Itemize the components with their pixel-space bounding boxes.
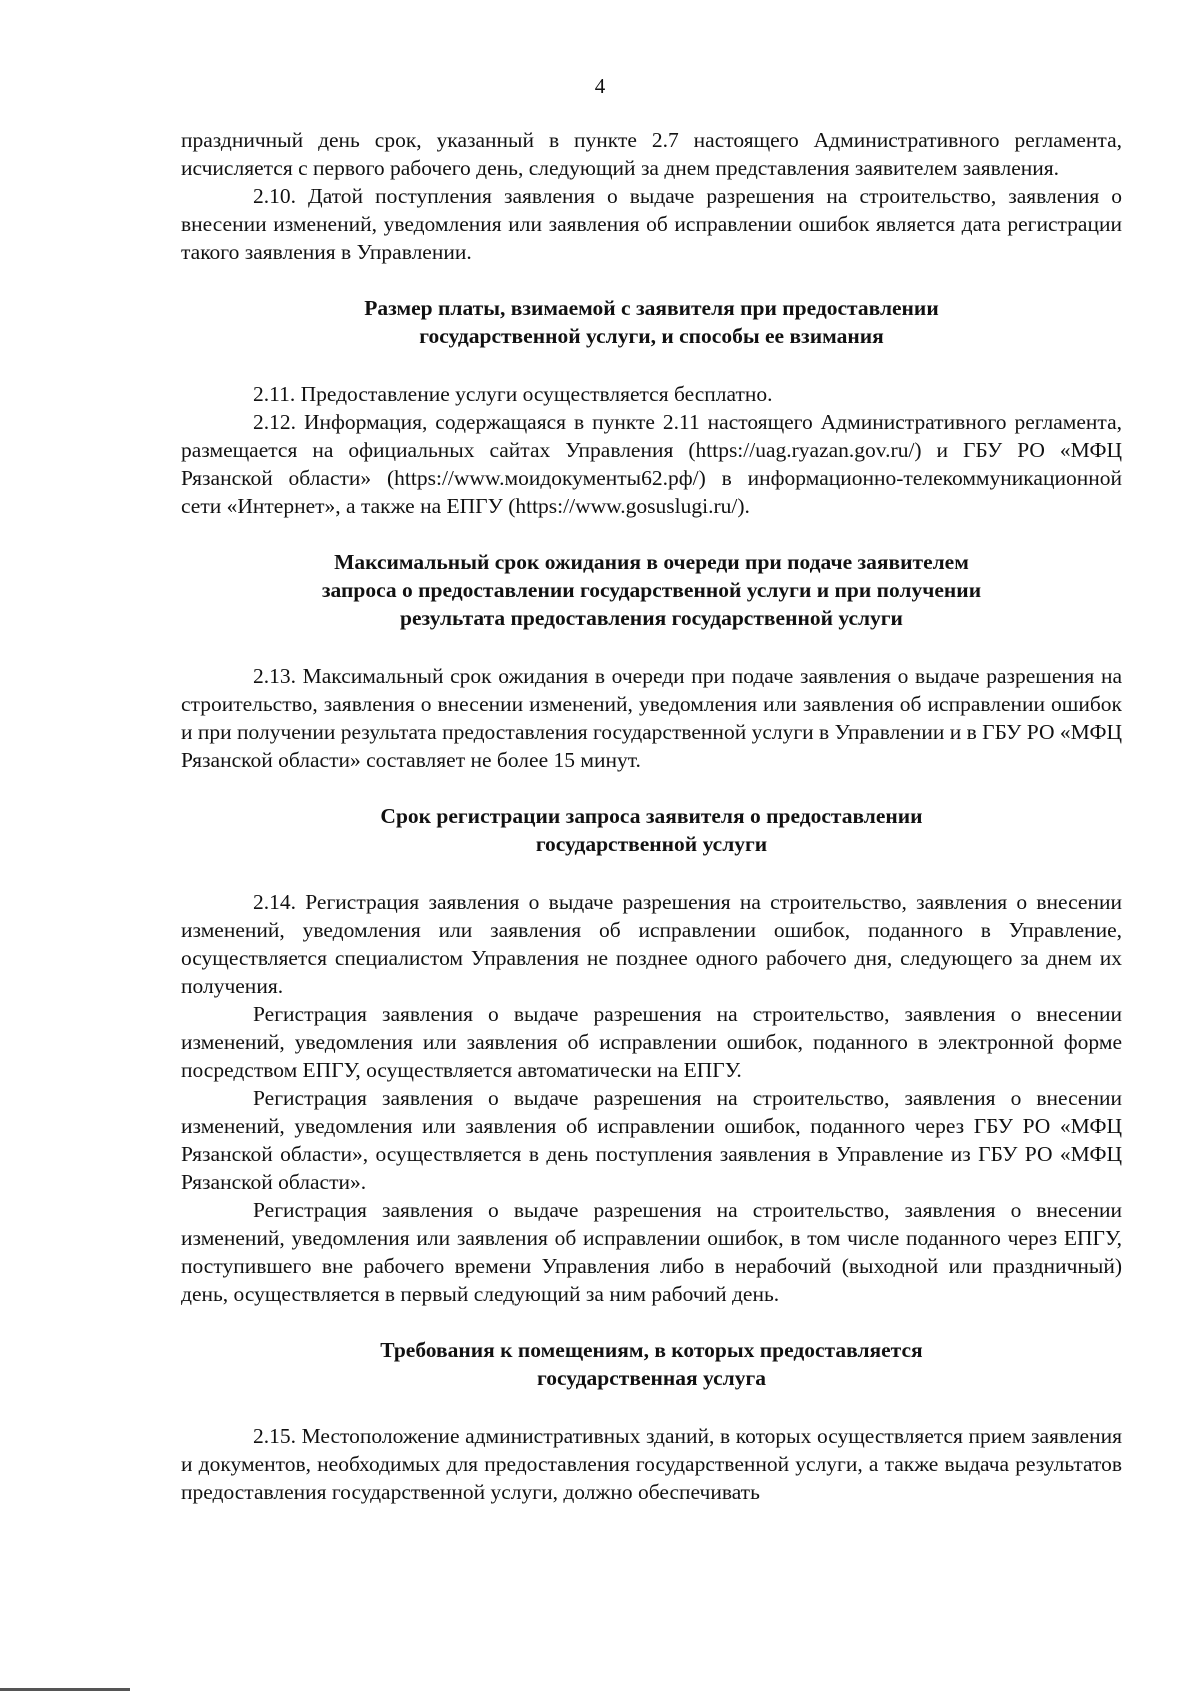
paragraph-2-12: 2.12. Информация, содержащаяся в пункте 2.11 настоящего Административного регламента, размещается на официальных сайтах Управления (https://uag.ryazan.gov.ru/) и ГБУ РО «МФЦ Рязанской области» (https://www.моидокументы62.рф/) в информационно-телекоммуникационной сети «Интернет», а также на ЕПГУ (https://www.gosuslugi.ru/). bbox=[181, 410, 1122, 518]
heading-line: результата предоставления государственной услуги bbox=[400, 606, 903, 630]
scan-edge-mark bbox=[0, 1688, 130, 1691]
paragraph-registration-mfc: Регистрация заявления о выдаче разрешения на строительство, заявления о внесении изменений, уведомления или заявления об исправлении ошибок, поданного через ГБУ РО «МФЦ Рязанской области», осуществляется в день поступления заявления в Управление из ГБУ РО «МФЦ Рязанской области». bbox=[181, 1086, 1122, 1194]
section-heading-registration bbox=[181, 802, 1122, 858]
continuation-paragraph: праздничный день срок, указанный в пункте 2.7 настоящего Административного регламента, исчисляется с первого рабочего день, следующий за днем представления заявителем заявления. bbox=[181, 128, 1122, 180]
paragraph-2-13: 2.13. Максимальный срок ожидания в очереди при подаче заявления о выдаче разрешения на строительство, заявления о внесении изменений, уведомления или заявления об исправлении ошибок и при получении результата предоставления государственной услуги в Управлении и в ГБУ РО «МФЦ Рязанской области» составляет не более 15 минут. bbox=[181, 664, 1122, 772]
paragraph-registration-epgu: Регистрация заявления о выдаче разрешения на строительство, заявления о внесении изменений, уведомления или заявления об исправлении ошибок, поданного в электронной форме посредством ЕПГУ, осуществляется автоматически на ЕПГУ. bbox=[181, 1002, 1122, 1082]
heading-line: государственная услуга bbox=[537, 1366, 766, 1390]
paragraph-2-11: 2.11. Предоставление услуги осуществляется бесплатно. bbox=[253, 382, 773, 406]
heading-line: запроса о предоставлении государственной услуги и при получении bbox=[321, 578, 982, 602]
heading-line: государственной услуги bbox=[535, 832, 768, 856]
heading-line: Максимальный срок ожидания в очереди при подаче заявителем bbox=[334, 550, 969, 574]
heading-line: Срок регистрации запроса заявителя о предоставлении bbox=[380, 804, 923, 828]
paragraph-2-10: 2.10. Датой поступления заявления о выдаче разрешения на строительство, заявления о внесении изменений, уведомления или заявления об исправлении ошибок является дата регистрации такого заявления в Управлении. bbox=[181, 184, 1122, 264]
paragraph-registration-offhours: Регистрация заявления о выдаче разрешения на строительство, заявления о внесении изменений, уведомления или заявления об исправлении ошибок, в том числе поданного через ЕПГУ, поступившего вне рабочего времени Управления либо в нерабочий (выходной или праздничный) день, осуществляется в первый следующий за ним рабочий день. bbox=[181, 1198, 1122, 1306]
page-number: 4 bbox=[594, 74, 606, 98]
heading-line: Требования к помещениям, в которых предоставляется bbox=[380, 1338, 923, 1362]
document-body bbox=[181, 126, 1122, 1506]
heading-line: государственной услуги, и способы ее взимания bbox=[419, 324, 884, 348]
paragraph-2-15: 2.15. Местоположение административных зданий, в которых осуществляется прием заявления и документов, необходимых для предоставления государственной услуги, а также выдача результатов предоставления государственной услуги, должно обеспечивать bbox=[181, 1424, 1122, 1504]
section-heading-fee bbox=[181, 294, 1122, 350]
paragraph-2-14: 2.14. Регистрация заявления о выдаче разрешения на строительство, заявления о внесении изменений, уведомления или заявления об исправлении ошибок, поданного в Управление, осуществляется специалистом Управления не позднее одного рабочего дня, следующего за днем их получения. bbox=[181, 890, 1122, 998]
heading-line: Размер платы, взимаемой с заявителя при предоставлении bbox=[364, 296, 939, 320]
section-heading-queue bbox=[181, 548, 1122, 632]
section-heading-premises bbox=[181, 1336, 1122, 1392]
